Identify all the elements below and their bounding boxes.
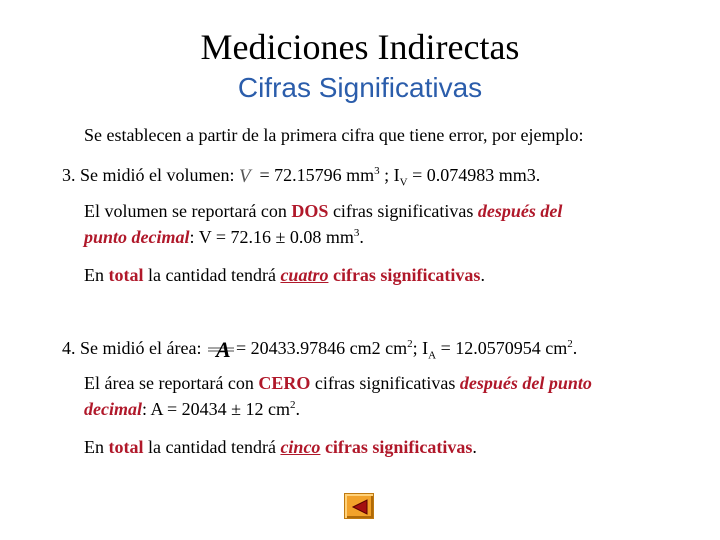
triangle-left-icon (351, 499, 369, 515)
example4-report-line1: El área se reportará con CERO cifras significativas después del punto (84, 373, 592, 393)
emphasis-cuatro: cuatro (280, 265, 329, 285)
emphasis-dos: DOS (291, 201, 329, 221)
example4-lead: 4. Se midió el área: (62, 338, 206, 358)
example3-report-line1: El volumen se reportará con DOS cifras significativas después del (84, 201, 563, 221)
emphasis-cero: CERO (258, 373, 311, 393)
example4-value: = 20433.97846 cm2 cm (235, 338, 408, 358)
example3-measurement: 3. Se midió el volumen: V = 72.15796 $mm^3$ ; $I_V = 0.074983$ mm3. (62, 165, 541, 189)
emphasis-cinco: cinco (280, 437, 321, 457)
example4-measurement: 4. Se midió el área: A = 20433.97846 cm2 $cm^2$; $I_A = 12.0570954$ $cm^2$. (62, 336, 578, 362)
example4-error: = 12.0570954 cm (436, 338, 568, 358)
area-symbol: A (206, 339, 236, 361)
example4-report-line2: decimal: A = 20434 ± 12 $cm^2$. (84, 399, 301, 419)
back-button[interactable] (344, 493, 374, 519)
example4-total: En total la cantidad tendrá cinco cifras significativas. (84, 437, 477, 457)
volume-symbol: V (239, 166, 251, 188)
example3-value: = 72.15796 mm (255, 165, 375, 185)
intro-text: Se establecen a partir de la primera cifra que tiene error, por ejemplo: (84, 125, 584, 145)
example3-lead: 3. Se midió el volumen: (62, 165, 235, 185)
page-subtitle: Cifras Significativas (237, 72, 483, 103)
example3-report-line2: punto decimal: V = 72.16 ± 0.08 $mm^3$. (84, 227, 364, 247)
example3-total: En total la cantidad tendrá cuatro cifras significativas. (84, 265, 485, 285)
page-title: Mediciones Indirectas (200, 27, 520, 67)
example3-error: = 0.074983 mm3. (407, 165, 541, 185)
